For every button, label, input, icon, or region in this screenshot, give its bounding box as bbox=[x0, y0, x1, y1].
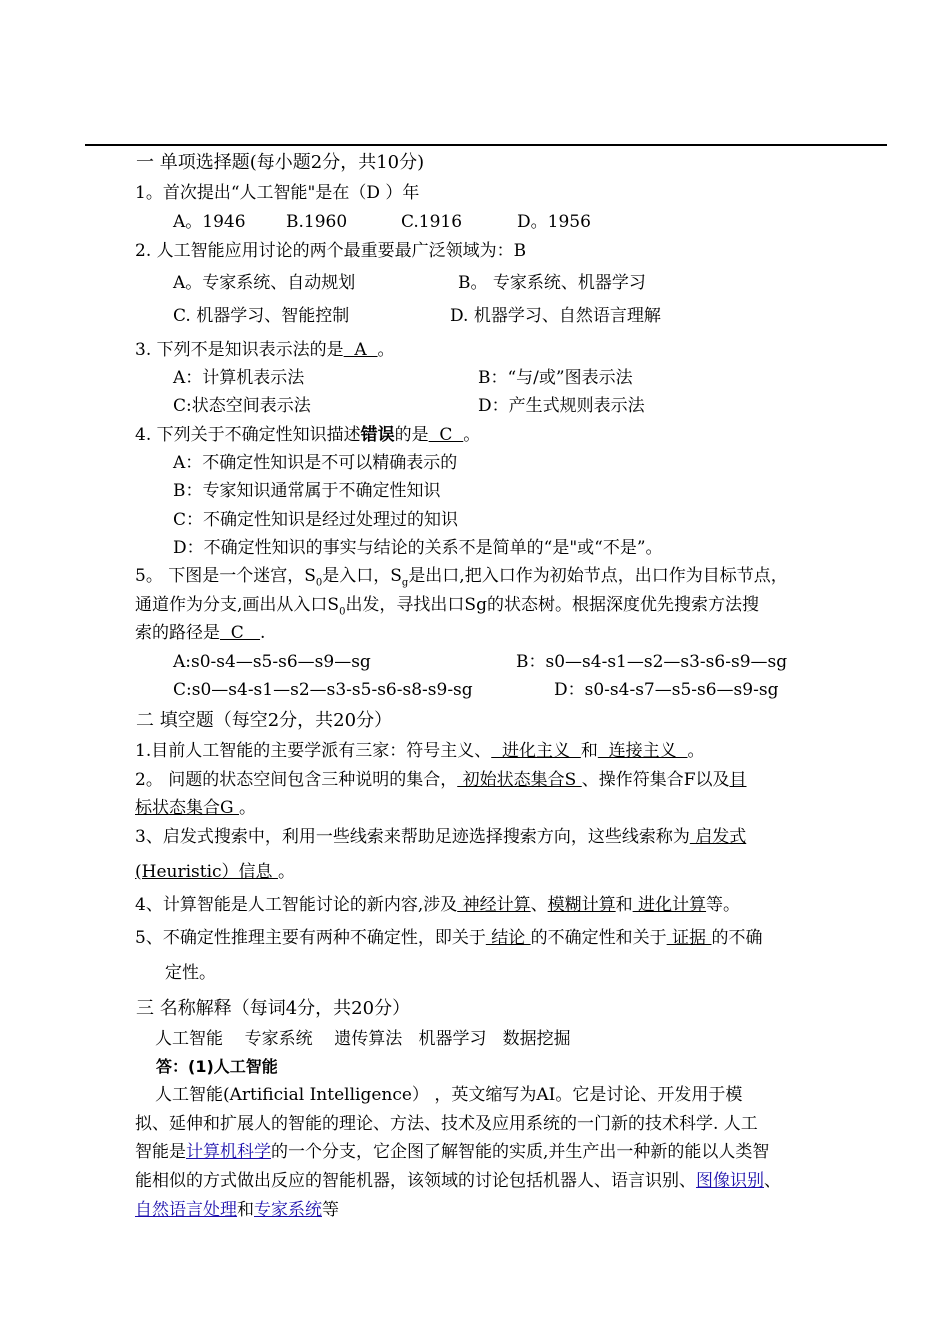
fill-3-blank-a: 启发式 bbox=[689, 827, 747, 847]
q4-option-d: D：不确定性知识的事实与结论的关系不是简单的“是"或“不是”。 bbox=[173, 538, 663, 558]
answer-label: 答：(1)人工智能 bbox=[156, 1057, 278, 1076]
section-3-title: 三 名称解释（每词4分，共20分） bbox=[136, 998, 411, 1019]
fill-2-line-1: 2。 问题的状态空间包含三种说明的集合， 初始状态集合S 、操作符集合F以及目 bbox=[135, 770, 747, 790]
answer-para-line-5: 自然语言处理和专家系统等 bbox=[135, 1200, 339, 1220]
q5-line-2: 通道作为分支,画出从入口$S_0$出发，寻找出口Sg的状态树。根据深度优先搜索方法搜 bbox=[135, 595, 759, 618]
answer-para-line-2: 拟、延伸和扩展人的智能的理论、方法、技术及应用系统的一门新的技术科学. 人工 bbox=[135, 1114, 758, 1134]
fill-4: 4、计算智能是人工智能讨论的新内容,涉及 神经计算、模糊计算和 进化计算等。 bbox=[135, 895, 741, 915]
link-image-recognition[interactable]: 图像识别 bbox=[696, 1171, 764, 1191]
q2-option-c: C. 机器学习、智能控制 bbox=[173, 306, 350, 326]
fill-3-line-1: 3、启发式搜索中，利用一些线索来帮助足迹选择搜索方向，这些线索称为 启发式 bbox=[135, 827, 747, 847]
fill-1-blank-1: 进化主义 bbox=[491, 741, 581, 761]
fill-5-line-2: 定性。 bbox=[165, 963, 216, 983]
q5-option-a: A:s0-s4—s5-s6—s9—sg bbox=[173, 652, 371, 672]
fill-2-blank-2b: 标状态集合G bbox=[135, 798, 239, 818]
fill-5-blank-1: 结论 bbox=[485, 928, 531, 948]
answer-para-line-1: 人工智能(Artificial Intelligence） ，英文缩写为AI。它是讨论、开发用于模 bbox=[155, 1085, 743, 1105]
fill-5-line-1: 5、不确定性推理主要有两种不确定性，即关于 结论 的不确定性和关于 证据 的不确 bbox=[135, 928, 763, 948]
link-computer-science[interactable]: 计算机科学 bbox=[186, 1142, 271, 1162]
q2-stem: 2. 人工智能应用讨论的两个最重要最广泛领域为：B bbox=[135, 241, 527, 261]
q1-stem: 1。首次提出“人工智能"是在（D ）年 bbox=[135, 183, 420, 203]
answer-para-line-4: 能相似的方式做出反应的智能机器，该领域的讨论包括机器人、语言识别、图像识别、 bbox=[135, 1171, 781, 1191]
terms-list: 人工智能 专家系统 遗传算法 机器学习 数据挖掘 bbox=[155, 1029, 571, 1049]
q5-line-3: 索的路径是 C . bbox=[135, 623, 266, 643]
q4-stem: 4. 下列关于不确定性知识描述错误的是 C 。 bbox=[135, 425, 481, 445]
q4-option-a: A：不确定性知识是不可以精确表示的 bbox=[173, 453, 458, 473]
q1-option-d: D。1956 bbox=[517, 212, 591, 232]
q4-bold-word: 错误 bbox=[360, 425, 395, 445]
q3-option-b: B：“与/或”图表示法 bbox=[478, 368, 633, 388]
fill-1: 1.目前人工智能的主要学派有三家：符号主义、 进化主义 和 连接主义 。 bbox=[135, 741, 705, 761]
q4-option-b: B：专家知识通常属于不确定性知识 bbox=[173, 481, 441, 501]
link-nlp[interactable]: 自然语言处理 bbox=[135, 1200, 237, 1220]
fill-4-blank-1: 神经计算 bbox=[457, 895, 531, 915]
fill-3-line-2: (Heuristic）信息 。 bbox=[135, 862, 295, 882]
q5-option-b: B：s0—s4-s1—s2—s3-s6-s9—sg bbox=[516, 652, 788, 672]
q5-option-d: D：s0-s4-s7—s5-s6—s9-sg bbox=[554, 680, 779, 700]
fill-4-blank-2: 模糊计算 bbox=[547, 895, 616, 915]
q4-answer-blank: C bbox=[428, 425, 464, 445]
link-expert-systems[interactable]: 专家系统 bbox=[254, 1200, 322, 1220]
answer-para-line-3: 智能是计算机科学的一个分支，它企图了解智能的实质,并生产出一种新的能以人类智 bbox=[135, 1142, 770, 1162]
fill-1-blank-2: 连接主义 bbox=[597, 741, 688, 761]
fill-5-blank-2: 证据 bbox=[666, 928, 712, 948]
q3-option-c: C:状态空间表示法 bbox=[173, 396, 311, 416]
header-rule bbox=[85, 144, 887, 146]
q4-option-c: C：不确定性知识是经过处理过的知识 bbox=[173, 510, 459, 530]
fill-4-blank-3: 进化计算 bbox=[632, 895, 707, 915]
q5-option-c: C:s0—s4-s1—s2—s3-s5-s6-s8-s9-sg bbox=[173, 680, 473, 700]
fill-2-blank-1: 初始状态集合S bbox=[457, 770, 582, 790]
q3-option-d: D：产生式规则表示法 bbox=[478, 396, 645, 416]
q5-answer-blank: C bbox=[220, 623, 261, 643]
fill-2-blank-2a: 目 bbox=[729, 770, 747, 790]
fill-2-line-2: 标状态集合G 。 bbox=[135, 798, 256, 818]
q3-stem: 3. 下列不是知识表示法的是 A 。 bbox=[135, 340, 395, 360]
q3-option-a: A：计算机表示法 bbox=[173, 368, 305, 388]
q5-line-1: 5。 下图是一个迷宫，$S_0$是入口，$S_g$是出口,把入口作为初始节点，出口作为目标节点， bbox=[135, 566, 788, 589]
q2-option-a: A。专家系统、自动规划 bbox=[173, 273, 356, 293]
q3-answer-blank: A bbox=[343, 340, 378, 360]
q1-option-a: A。1946 bbox=[173, 212, 246, 232]
q2-option-b: B。 专家系统、机器学习 bbox=[458, 273, 646, 293]
q1-option-c: C.1916 bbox=[401, 212, 463, 232]
section-1-title: 一 单项选择题(每小题2分，共10分) bbox=[136, 152, 425, 173]
q2-option-d: D. 机器学习、自然语言理解 bbox=[450, 306, 661, 326]
q1-option-b: B.1960 bbox=[286, 212, 348, 232]
section-2-title: 二 填空题（每空2分，共20分） bbox=[136, 710, 393, 731]
fill-3-blank-b: (Heuristic）信息 bbox=[135, 862, 278, 882]
